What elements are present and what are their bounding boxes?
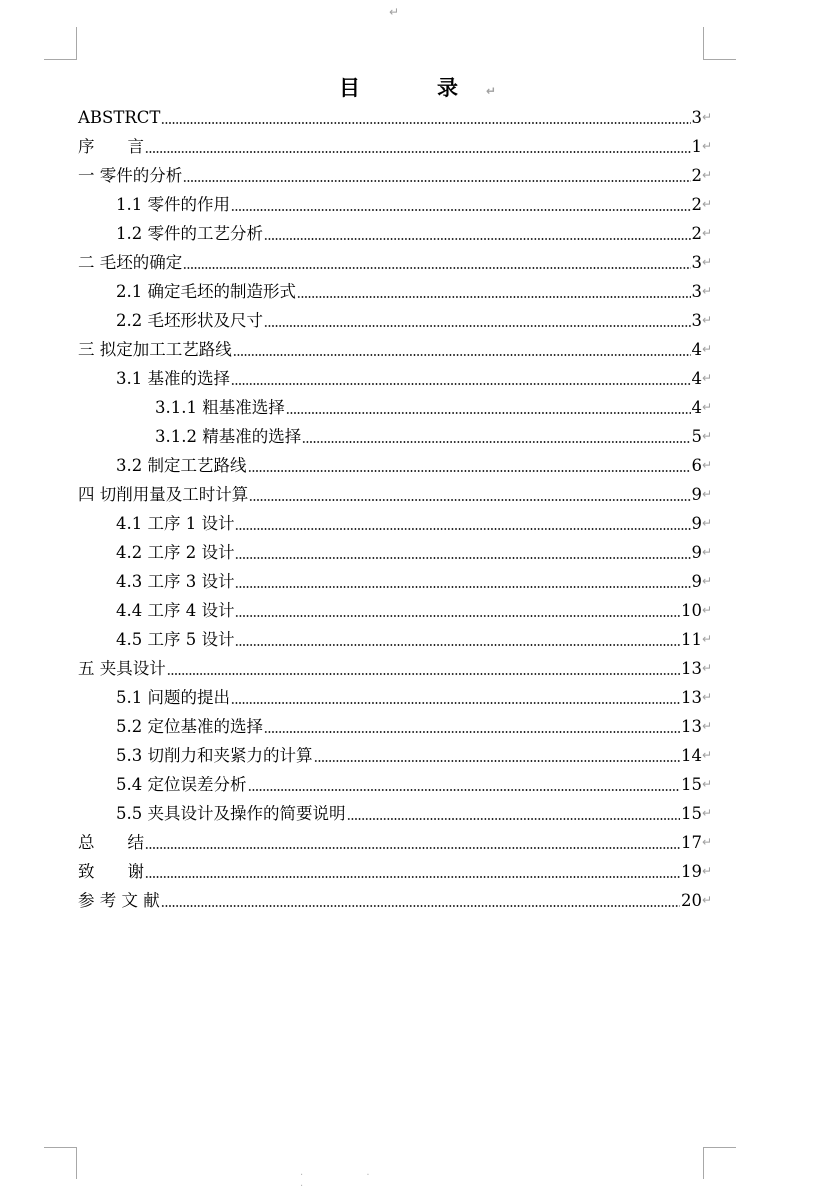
- toc-entry-page-number: 15: [681, 775, 702, 794]
- toc-entry-page-number: 9: [691, 514, 702, 533]
- toc-dot-leader: [235, 567, 690, 596]
- paragraph-mark-icon: ↵: [702, 110, 713, 124]
- toc-dot-leader: [145, 857, 680, 886]
- toc-dot-leader: [264, 219, 691, 248]
- toc-entry[interactable]: [78, 828, 714, 857]
- toc-entry-page-number: 15: [681, 804, 702, 823]
- paragraph-mark-icon: ↵: [702, 719, 713, 733]
- paragraph-mark-icon: ↵: [702, 458, 713, 472]
- toc-entry[interactable]: [78, 161, 714, 190]
- toc-dot-leader: [235, 509, 690, 538]
- toc-dot-leader: [286, 393, 691, 422]
- toc-entry-label: 五 夹具设计: [78, 659, 166, 678]
- paragraph-mark-icon: ↵: [702, 661, 713, 675]
- toc-entry-label: 一 零件的分析: [78, 166, 183, 185]
- toc-entry-label: 总 结: [78, 833, 144, 852]
- toc-dot-leader: [231, 364, 691, 393]
- toc-entry-label: 5.1 问题的提出: [116, 688, 230, 707]
- toc-entry-label: 2.1 确定毛坯的制造形式: [116, 282, 296, 301]
- toc-entry-label: 5.2 定位基准的选择: [116, 717, 263, 736]
- toc-entry-page-number: 4: [691, 369, 702, 388]
- toc-dot-leader: [167, 654, 680, 683]
- toc-entry-label: 4.1 工序 1 设计: [116, 514, 235, 533]
- toc-entry-label: 4.3 工序 3 设计: [116, 572, 235, 591]
- toc-entry-page-number: 3: [691, 311, 702, 330]
- paragraph-mark-icon: ↵: [702, 545, 713, 559]
- toc-entry-page-number: 2: [691, 195, 702, 214]
- toc-entry[interactable]: [78, 538, 714, 567]
- table-of-contents: [78, 103, 714, 915]
- paragraph-mark-icon: ↵: [702, 516, 713, 530]
- toc-entry-label: 二 毛坯的确定: [78, 253, 183, 272]
- toc-entry-page-number: 6: [691, 456, 702, 475]
- toc-dot-leader: [183, 248, 690, 277]
- toc-entry-label: 三 拟定加工工艺路线: [78, 340, 232, 359]
- toc-dot-leader: [249, 480, 690, 509]
- crop-mark-bottom-right: [703, 1147, 736, 1180]
- toc-dot-leader: [248, 451, 691, 480]
- toc-entry-label: 3.1 基准的选择: [116, 369, 230, 388]
- toc-entry[interactable]: [78, 132, 714, 161]
- paragraph-mark-icon: ↵: [702, 371, 713, 385]
- paragraph-mark-icon: ↵: [702, 487, 713, 501]
- title-text: 目 录: [338, 75, 486, 100]
- toc-entry-page-number: 19: [681, 862, 702, 881]
- page-title[interactable]: [0, 72, 835, 102]
- toc-entry[interactable]: [78, 770, 714, 799]
- toc-entry[interactable]: [78, 799, 714, 828]
- toc-entry[interactable]: [78, 364, 714, 393]
- toc-entry-label: 5.3 切削力和夹紧力的计算: [116, 746, 313, 765]
- toc-entry-page-number: 4: [691, 340, 702, 359]
- paragraph-mark-icon: ↵: [702, 777, 713, 791]
- paragraph-mark-icon: ↵: [702, 893, 713, 907]
- toc-dot-leader: [235, 538, 690, 567]
- paragraph-mark-icon: ↵: [702, 806, 713, 820]
- toc-entry[interactable]: [78, 567, 714, 596]
- toc-entry-label: 4.4 工序 4 设计: [116, 601, 235, 620]
- toc-entry-page-number: 3: [691, 253, 702, 272]
- toc-entry-page-number: 3: [691, 108, 702, 127]
- paragraph-mark-icon: ↵: [702, 226, 713, 240]
- toc-entry-page-number: 13: [681, 688, 702, 707]
- toc-entry[interactable]: [78, 451, 714, 480]
- toc-entry[interactable]: [78, 741, 714, 770]
- toc-entry-label: 4.2 工序 2 设计: [116, 543, 235, 562]
- toc-entry-label: 2.2 毛坯形状及尺寸: [116, 311, 263, 330]
- toc-dot-leader: [231, 190, 691, 219]
- toc-entry[interactable]: [78, 306, 714, 335]
- toc-dot-leader: [231, 683, 680, 712]
- toc-dot-leader: [264, 306, 691, 335]
- toc-dot-leader: [183, 161, 690, 190]
- toc-entry-label: 致 谢: [78, 862, 144, 881]
- paragraph-mark-icon: ↵: [702, 255, 713, 269]
- toc-entry-page-number: 11: [681, 630, 702, 649]
- toc-entry-label: 1.2 零件的工艺分析: [116, 224, 263, 243]
- toc-entry[interactable]: [78, 422, 714, 451]
- toc-dot-leader: [297, 277, 691, 306]
- crop-mark-bottom-left: [44, 1147, 77, 1180]
- paragraph-mark-icon: ↵: [702, 429, 713, 443]
- toc-entry-label: 四 切削用量及工时计算: [78, 485, 249, 504]
- toc-dot-leader: [145, 132, 691, 161]
- toc-dot-leader: [161, 886, 680, 915]
- crop-mark-top-left: [44, 27, 77, 60]
- toc-dot-leader: [347, 799, 681, 828]
- toc-entry[interactable]: [78, 857, 714, 886]
- paragraph-mark-icon: ↵: [485, 84, 497, 98]
- crop-mark-top-right: [703, 27, 736, 60]
- toc-entry[interactable]: [78, 654, 714, 683]
- toc-entry-label: 1.1 零件的作用: [116, 195, 230, 214]
- toc-dot-leader: [314, 741, 681, 770]
- toc-entry-page-number: 3: [691, 282, 702, 301]
- toc-entry-label: ABSTRCT: [78, 108, 161, 127]
- paragraph-mark-icon: ↵: [702, 574, 713, 588]
- toc-entry[interactable]: [78, 509, 714, 538]
- paragraph-mark-icon: ↵: [702, 342, 713, 356]
- paragraph-mark-icon: ↵: [702, 139, 713, 153]
- toc-entry-label: 5.5 夹具设计及操作的简要说明: [116, 804, 346, 823]
- toc-entry-label: 参 考 文 献: [78, 891, 160, 910]
- toc-entry[interactable]: [78, 596, 714, 625]
- toc-entry-page-number: 14: [681, 746, 702, 765]
- paragraph-mark-icon: ↵: [702, 864, 713, 878]
- toc-entry[interactable]: [78, 712, 714, 741]
- toc-entry[interactable]: [78, 277, 714, 306]
- toc-entry-label: 5.4 定位误差分析: [116, 775, 247, 794]
- toc-entry[interactable]: [78, 335, 714, 364]
- toc-entry[interactable]: [78, 625, 714, 654]
- paragraph-mark-icon: ↵: [702, 748, 713, 762]
- toc-dot-leader: [161, 103, 690, 132]
- toc-entry-page-number: 10: [681, 601, 702, 620]
- paragraph-mark-icon: ↵: [702, 632, 713, 646]
- paragraph-mark-icon: ↵: [702, 313, 713, 327]
- toc-entry-page-number: 20: [681, 891, 702, 910]
- toc-entry-label: 3.2 制定工艺路线: [116, 456, 247, 475]
- toc-entry-page-number: 9: [691, 543, 702, 562]
- toc-entry-label: 4.5 工序 5 设计: [116, 630, 235, 649]
- toc-dot-leader: [302, 422, 690, 451]
- paragraph-mark-icon: ↵: [702, 284, 713, 298]
- toc-entry[interactable]: [78, 886, 714, 915]
- toc-entry[interactable]: [78, 480, 714, 509]
- toc-entry[interactable]: [78, 393, 714, 422]
- toc-entry-page-number: 9: [691, 485, 702, 504]
- toc-dot-leader: [235, 596, 680, 625]
- toc-dot-leader: [264, 712, 680, 741]
- toc-entry[interactable]: [78, 683, 714, 712]
- paragraph-mark-icon: ↵: [702, 197, 713, 211]
- toc-dot-leader: [145, 828, 680, 857]
- toc-entry[interactable]: [78, 219, 714, 248]
- toc-entry-label: 3.1.2 精基准的选择: [155, 427, 302, 446]
- paragraph-mark-icon: ↵: [702, 400, 713, 414]
- toc-entry-page-number: 2: [691, 224, 702, 243]
- paragraph-mark-icon: ↵: [702, 835, 713, 849]
- toc-entry-page-number: 2: [691, 166, 702, 185]
- toc-entry-page-number: 17: [681, 833, 702, 852]
- toc-entry-page-number: 13: [681, 717, 702, 736]
- toc-entry-page-number: 9: [691, 572, 702, 591]
- paragraph-mark-icon: ↵: [702, 168, 713, 182]
- toc-entry[interactable]: [78, 190, 714, 219]
- toc-entry-page-number: 5: [691, 427, 702, 446]
- paragraph-mark-icon: ↵: [702, 690, 713, 704]
- toc-entry[interactable]: [78, 248, 714, 277]
- toc-entry-label: 3.1.1 粗基准选择: [155, 398, 285, 417]
- toc-dot-leader: [235, 625, 680, 654]
- toc-entry[interactable]: [78, 103, 714, 132]
- paragraph-mark-icon: ↵: [702, 603, 713, 617]
- toc-dot-leader: [233, 335, 691, 364]
- toc-entry-page-number: 4: [691, 398, 702, 417]
- footer-text: · · ·: [300, 1170, 400, 1192]
- toc-entry-label: 序 言: [78, 137, 144, 156]
- paragraph-mark-icon: ↵: [389, 5, 400, 19]
- toc-dot-leader: [248, 770, 681, 799]
- toc-entry-page-number: 13: [681, 659, 702, 678]
- toc-entry-page-number: 1: [691, 137, 702, 156]
